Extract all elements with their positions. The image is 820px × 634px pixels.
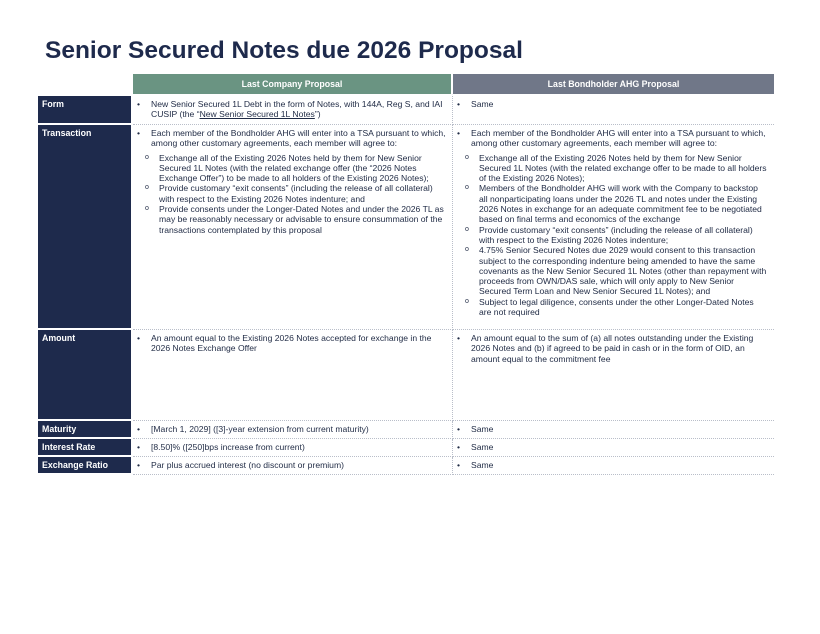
transaction-company-cell (133, 125, 453, 330)
form-company-text-end: ”) (314, 109, 321, 120)
row-exchange-ratio (38, 457, 774, 475)
bullet-marker: • (137, 460, 141, 470)
sub-item-text: Subject to legal diligence, consents under the other Longer-Dated Notes are not required (479, 296, 754, 318)
sub-item-text: Provide consents under the Longer-Dated Notes and under the 2026 TL as may be reasonably necessary or advisable to ensure consummation of the transactions contemplated by this proposal (159, 204, 444, 235)
sub-item-text: Exchange all of the Existing 2026 Notes held by them for New Senior Secured 1L Notes (with the related exchange offer to be made to all holders of the Existing 2026 Notes); (479, 152, 767, 184)
sub-marker: o (465, 184, 469, 192)
transaction-company-sublist (137, 153, 446, 235)
amount-company-text: An amount equal to the Existing 2026 Notes accepted for exchange in the 2026 Notes Exchange Offer (151, 333, 432, 354)
sub-item (137, 153, 446, 184)
bullet-item (457, 424, 768, 434)
bullet-marker: • (137, 424, 141, 434)
exchange-company-cell (133, 457, 453, 475)
transaction-ahg-sublist (457, 153, 768, 318)
bullet-item (457, 442, 768, 452)
maturity-ahg-text: Same (471, 424, 494, 434)
sub-item-text: Provide customary “exit consents” (including the release of all collateral) with respect to the Existing 2026 Notes indenture; (479, 224, 753, 245)
row-maturity (38, 421, 774, 439)
maturity-company-text: [March 1, 2029] ([3]-year extension from current maturity) (151, 424, 369, 434)
sub-item-text: Exchange all of the Existing 2026 Notes held by them for New Senior Secured 1L Notes (with the related exchange offer (the “2026 Notes Exchange Offer”) to be made to all holders of the Existing 2026 Notes); (159, 152, 429, 184)
header-blank (38, 74, 133, 94)
bullet-item (137, 442, 446, 452)
bullet-item (457, 460, 768, 470)
sub-marker: o (465, 225, 469, 233)
bullet-marker: • (137, 128, 141, 138)
bullet-item (457, 99, 768, 109)
transaction-ahg-intro: Each member of the Bondholder AHG will enter into a TSA pursuant to which, among other customary agreements, each member will agree to: (471, 128, 766, 149)
bullet-marker: • (457, 128, 461, 138)
row-label-amount: Amount (38, 330, 133, 421)
exchange-ahg-text: Same (471, 460, 494, 470)
sub-marker: o (465, 153, 469, 161)
maturity-ahg-cell (453, 421, 774, 439)
bullet-item (137, 424, 446, 434)
bullet-marker: • (137, 442, 141, 452)
row-label-interest-rate: Interest Rate (38, 439, 133, 457)
page-title: Senior Secured Notes due 2026 Proposal (45, 37, 523, 64)
exchange-ahg-cell (453, 457, 774, 475)
bullet-item (457, 128, 768, 149)
sub-marker: o (145, 184, 149, 192)
bullet-item (137, 333, 446, 354)
sub-item (457, 225, 768, 246)
sub-marker: o (145, 205, 149, 213)
sub-item (457, 153, 768, 184)
sub-marker: o (465, 297, 469, 305)
bullet-marker: • (137, 99, 141, 109)
interest-company-text: [8.50]% ([250]bps increase from current) (151, 442, 305, 452)
bullet-marker: • (457, 460, 461, 470)
row-transaction (38, 125, 774, 330)
bullet-marker: • (137, 333, 141, 343)
amount-company-cell (133, 330, 453, 421)
form-company-cell (133, 94, 453, 125)
new-notes-link-text: New Senior Secured 1L Notes (199, 109, 315, 120)
amount-ahg-text: An amount equal to the sum of (a) all notes outstanding under the Existing 2026 Notes and (b) if agreed to be paid in cash or in the form of OID, an amount equal to the commitment fee (471, 333, 754, 364)
bullet-item (137, 99, 446, 120)
transaction-company-intro: Each member of the Bondholder AHG will enter into a TSA pursuant to which, among other customary agreements, each member will agree to: (151, 128, 446, 149)
sub-item (457, 183, 768, 224)
interest-company-cell (133, 439, 453, 457)
bullet-marker: • (457, 333, 461, 343)
sub-item (457, 297, 768, 318)
row-label-maturity: Maturity (38, 421, 133, 439)
amount-ahg-cell (453, 330, 774, 421)
sub-item-text: 4.75% Senior Secured Notes due 2029 would consent to this transaction subject to the corresponding indenture being amended to have the same covenants as the New Senior Secured 1L Notes (other than repayment with proceeds from OWN/DAS sale, which will only apply to New Senior Secured Term Loan and New Senior Secured 1L Notes); and (479, 245, 767, 297)
form-ahg-text: Same (471, 99, 494, 109)
form-company-text: New Senior Secured 1L Debt in the form of Notes, with 144A, Reg S, and IAI CUSIP (the “ (151, 99, 443, 120)
header-company-proposal: Last Company Proposal (133, 74, 453, 94)
row-label-transaction: Transaction (38, 125, 133, 330)
exchange-company-text: Par plus accrued interest (no discount or premium) (151, 460, 344, 470)
sub-item (137, 204, 446, 235)
bullet-item (137, 128, 446, 149)
transaction-ahg-cell (453, 125, 774, 330)
row-amount (38, 330, 774, 421)
interest-ahg-text: Same (471, 442, 494, 452)
header-ahg-proposal: Last Bondholder AHG Proposal (453, 74, 774, 94)
sub-item-text: Provide customary “exit consents” (including the release of all collateral) with respect to the Existing 2026 Notes indenture; and (159, 183, 433, 204)
row-interest-rate (38, 439, 774, 457)
sub-marker: o (145, 153, 149, 161)
row-label-exchange-ratio: Exchange Ratio (38, 457, 133, 475)
row-label-form: Form (38, 94, 133, 125)
sub-marker: o (465, 246, 469, 254)
bullet-item (457, 333, 768, 364)
sub-item-text: Members of the Bondholder AHG will work with the Company to backstop all nonparticipating loans under the 2026 TL and notes under the Existing 2026 Notes in exchange for an adequate commitment fee to be negotiated based on final terms and economics of the exchange (479, 183, 762, 225)
proposal-table (38, 74, 774, 475)
form-ahg-cell (453, 94, 774, 125)
bullet-marker: • (457, 424, 461, 434)
sub-item (457, 245, 768, 296)
bullet-marker: • (457, 99, 461, 109)
interest-ahg-cell (453, 439, 774, 457)
sub-item (137, 183, 446, 204)
header-row (38, 74, 774, 94)
bullet-item (137, 460, 446, 470)
maturity-company-cell (133, 421, 453, 439)
bullet-marker: • (457, 442, 461, 452)
row-form (38, 94, 774, 125)
